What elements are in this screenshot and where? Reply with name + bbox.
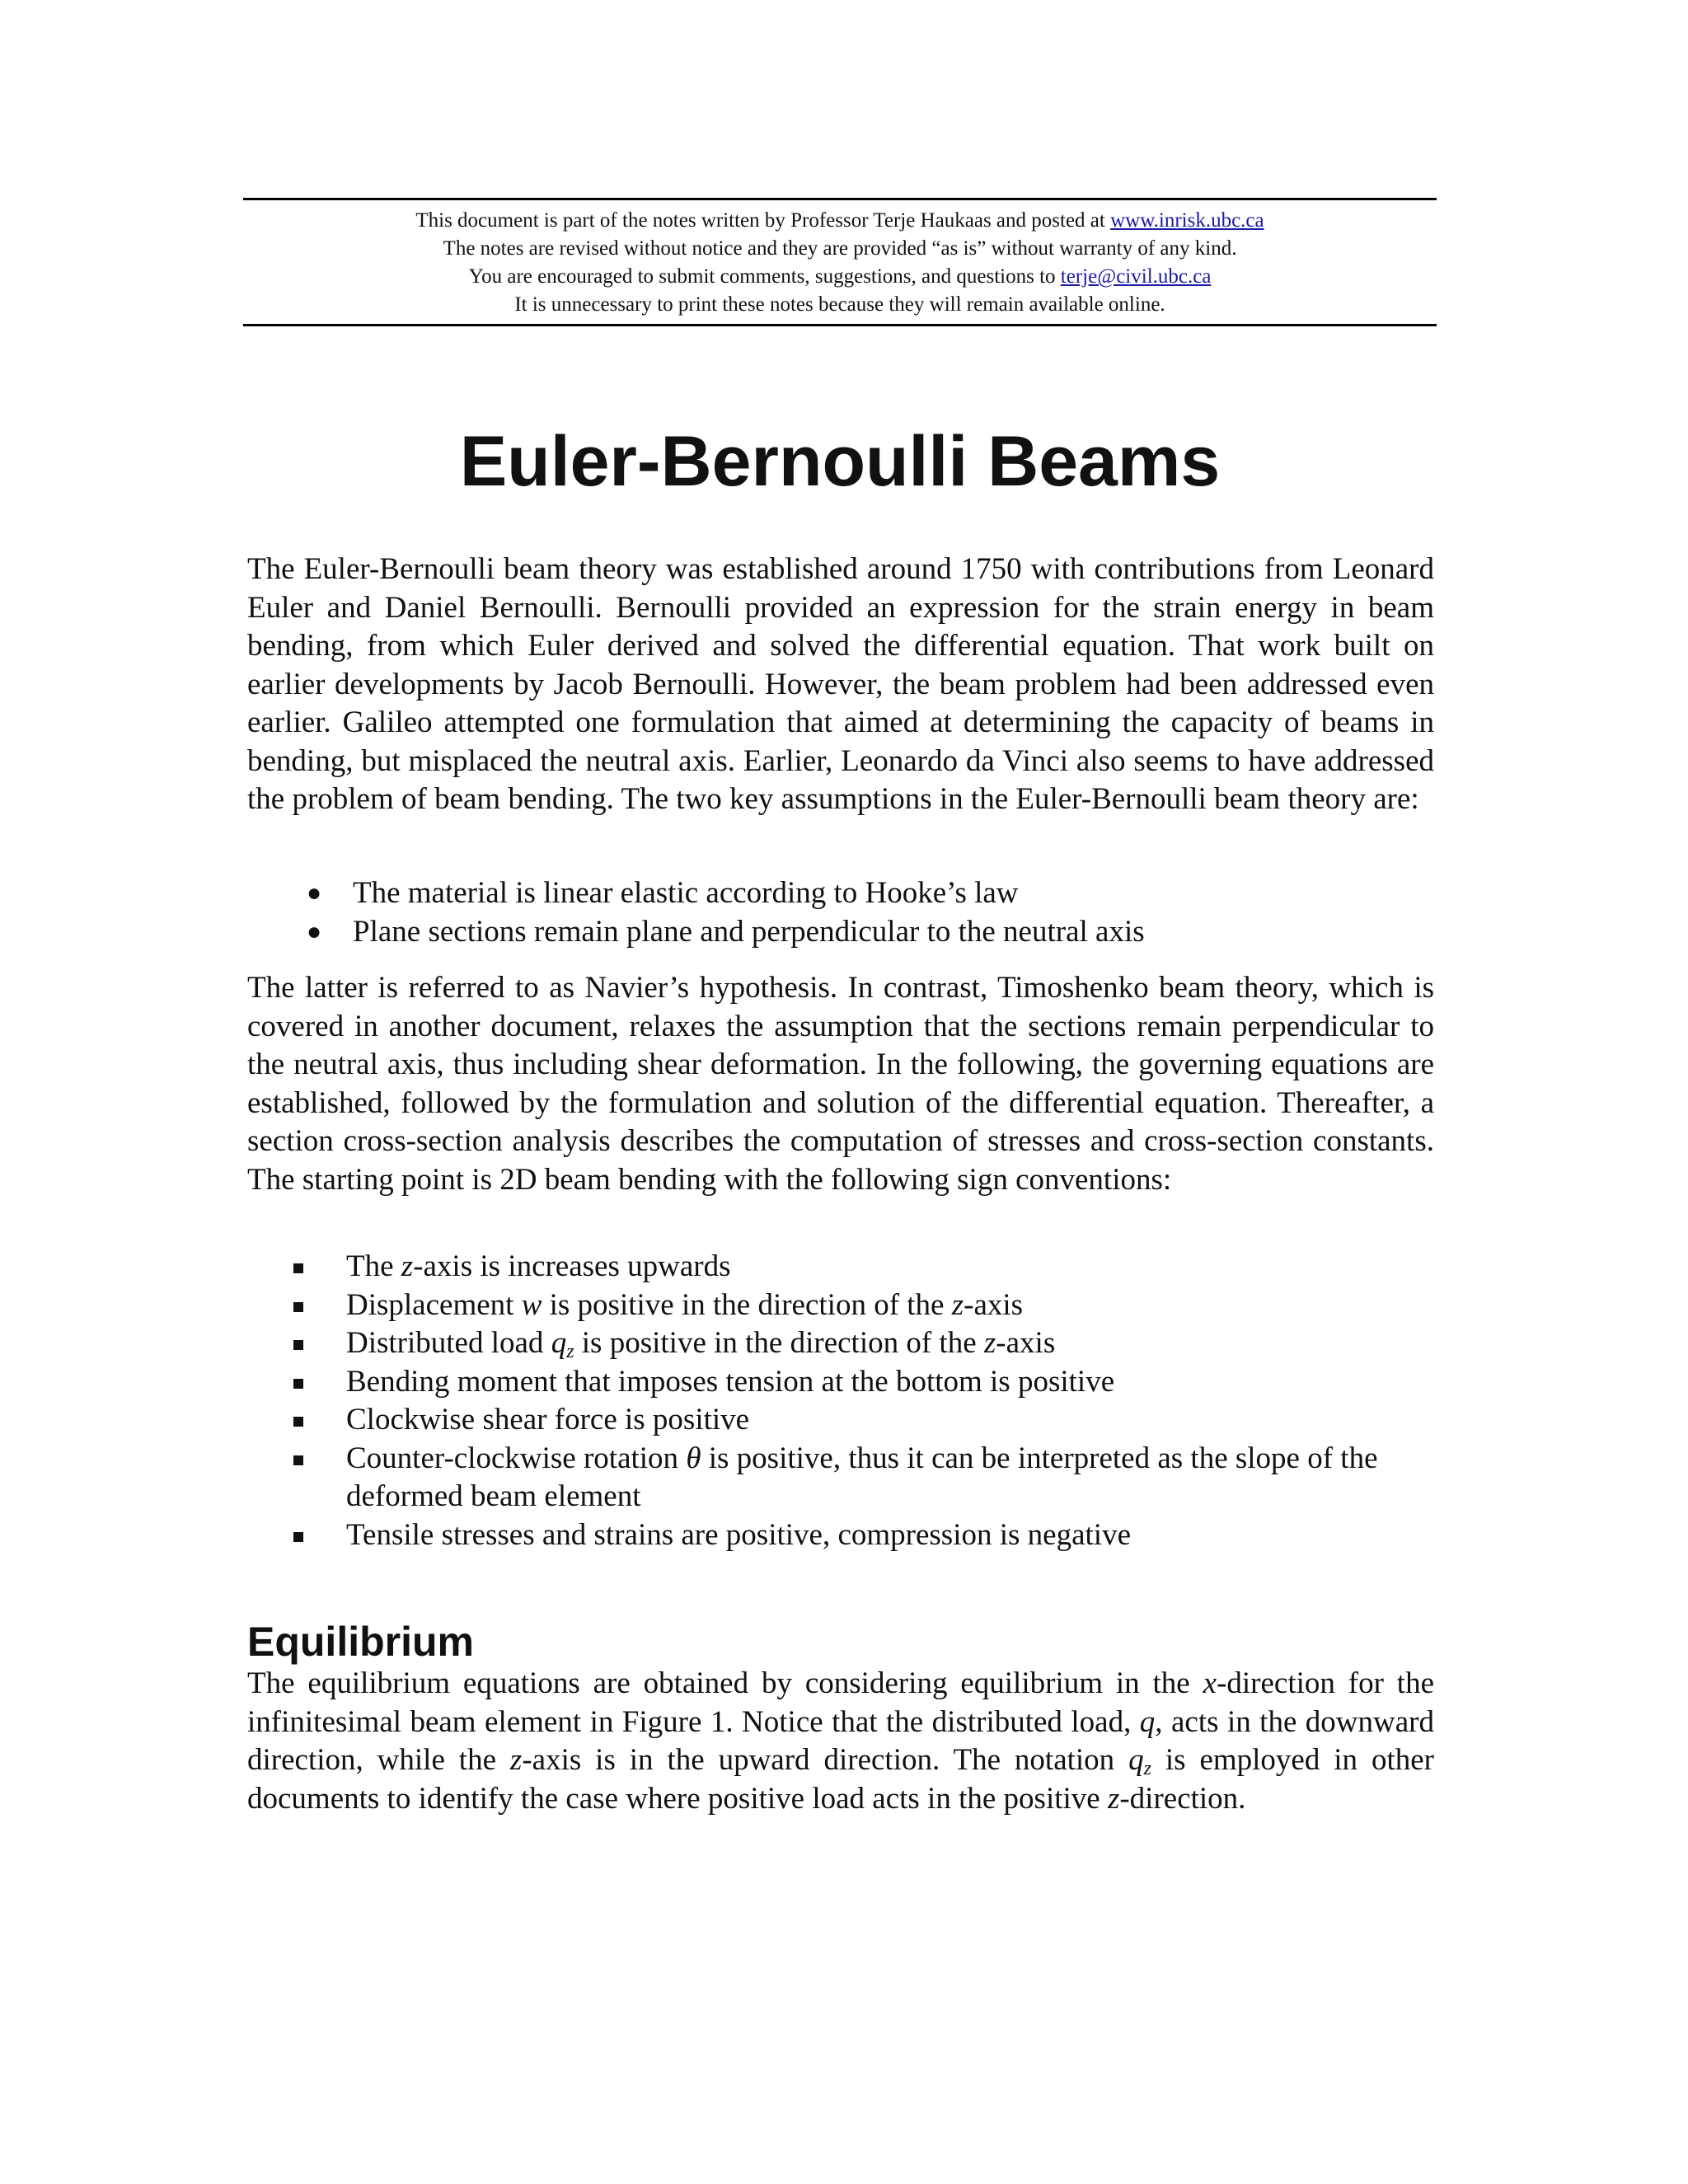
- square-bullet-icon: [293, 1532, 303, 1542]
- website-link[interactable]: www.inrisk.ubc.ca: [1110, 209, 1264, 232]
- list-item: ● The material is linear elastic according to Hooke’s law: [247, 874, 1434, 913]
- notice-line-4: It is unnecessary to print these notes because they will remain available online.: [514, 293, 1165, 316]
- list-item: Displacement w is positive in the direction of the z-axis: [247, 1286, 1434, 1325]
- second-paragraph: The latter is referred to as Navier’s hypothesis. In contrast, Timoshenko beam theory, which is covered in another document, relaxes the assumption that the sections remain perpendicular to the neutral axis, thus including shear deformation. In the following, the governing equations are established, followed by the formulation and solution of the differential equation. Thereafter, a section cross-section analysis describes the computation of stresses and cross-section constants. The starting point is 2D beam bending with the following sign conventions:: [247, 971, 1434, 1197]
- bullet-icon: ●: [307, 917, 322, 945]
- list-item: The z-axis is increases upwards: [247, 1248, 1434, 1286]
- notice-line-3: You are encouraged to submit comments, suggestions, and questions to terje@civil.ubc.ca: [468, 265, 1212, 288]
- equilibrium-paragraph: The equilibrium equations are obtained by considering equilibrium in the x-direction for the infinitesimal beam element in Figure 1. Notice that the distributed load, q, acts in the downward direction, while the z-axis is in the upward direction. The notation $q_z$ is employed in other documents to identify the case where positive load acts in the positive z-direction.: [247, 1666, 1434, 1816]
- sign-conventions-list: [247, 1248, 1434, 1554]
- square-bullet-icon: [293, 1302, 303, 1312]
- list-item: Clockwise shear force is positive: [247, 1401, 1434, 1440]
- list-item: Distributed load $q_z$ is positive in the direction of the z-axis: [247, 1324, 1434, 1363]
- square-bullet-icon: [293, 1455, 303, 1465]
- assumptions-list: [247, 874, 1434, 951]
- email-link[interactable]: terje@civil.ubc.ca: [1060, 265, 1212, 288]
- bullet-icon: ●: [307, 879, 322, 907]
- list-item: Bending moment that imposes tension at the bottom is positive: [247, 1363, 1434, 1402]
- square-bullet-icon: [293, 1340, 303, 1350]
- intro-paragraph: The Euler-Bernoulli beam theory was established around 1750 with contributions from Leonard Euler and Daniel Bernoulli. Bernoulli provided an expression for the strain energy in beam bending, from which Euler derived and solved the differential equation. That work built on earlier developments by Jacob Bernoulli. However, the beam problem had been addressed even earlier. Galileo attempted one formulation that aimed at determining the capacity of beams in bending, but misplaced the neutral axis. Earlier, Leonardo da Vinci also seems to have addressed the problem of beam bending. The two key assumptions in the Euler-Bernoulli beam theory are:: [247, 552, 1434, 816]
- square-bullet-icon: [293, 1263, 303, 1273]
- notice-box: [243, 198, 1437, 326]
- page-title: Euler-Bernoulli Beams: [459, 422, 1221, 501]
- list-item: Counter-clockwise rotation θ is positive, thus it can be interpreted as the slope of the deformed beam element: [247, 1440, 1434, 1516]
- notice-line-1: This document is part of the notes written by Professor Terje Haukaas and posted at www.inrisk.ubc.ca: [415, 209, 1264, 232]
- list-item: Tensile stresses and strains are positive, compression is negative: [247, 1516, 1434, 1555]
- notice-line-2: The notes are revised without notice and they are provided “as is” without warranty of any kind.: [443, 237, 1237, 260]
- section-heading-equilibrium: Equilibrium: [247, 1619, 474, 1665]
- square-bullet-icon: [293, 1379, 303, 1389]
- list-item: ● Plane sections remain plane and perpendicular to the neutral axis: [247, 913, 1434, 952]
- square-bullet-icon: [293, 1417, 303, 1427]
